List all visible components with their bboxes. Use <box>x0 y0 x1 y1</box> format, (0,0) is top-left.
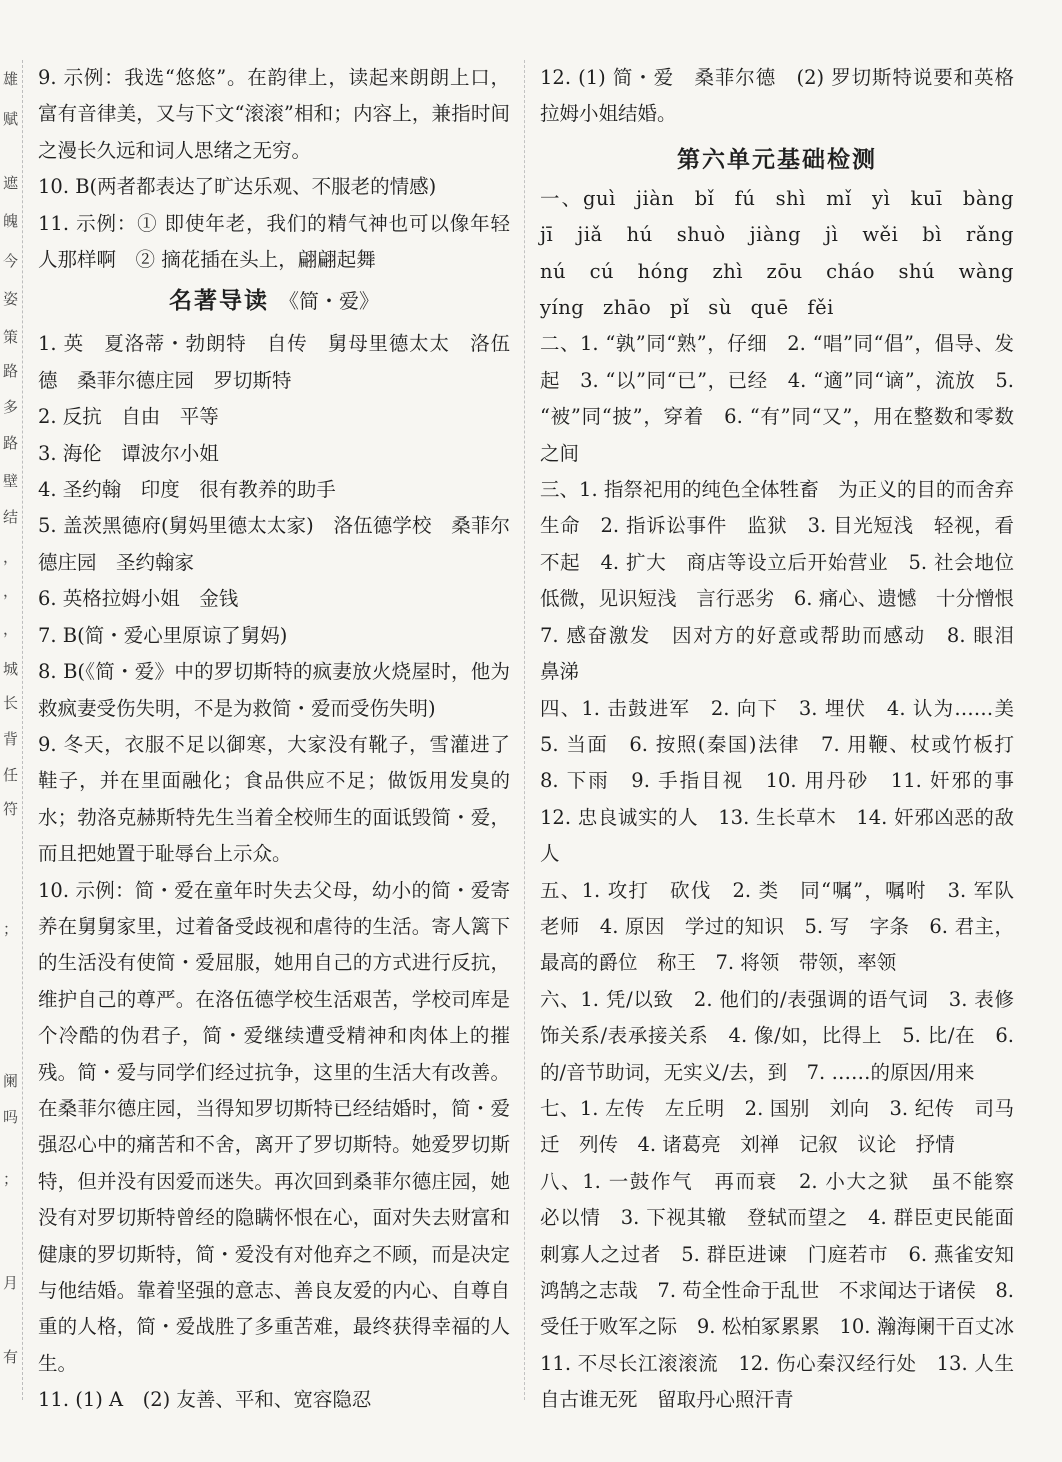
section-pinyin: 一、guì jiàn bǐ fú shì mǐ yì kuī bàng jī jiǎ hú shuò jiàng jì wěi bì rǎng nú cú hóng zhì zōu cháo shú wàng yíng zhāo pǐ sù quē fěi <box>540 186 1014 320</box>
section-answers: 三、1. 指祭祀用的纯色全体牲畜 为正义的目的而舍弃生命 2. 指诉讼事件 监狱 3. 目光短浅 轻视，看不起 4. 扩大 商店等设立后开始营业 5. 社会地位低微，见识短浅 言行恶劣 6. 痛心、遗憾 十分憎恨 7. 感奋激发 因对方的好意或帮助而感动 8. 眼泪 鼻涕 <box>540 478 1034 684</box>
edge-glyph: 赋 <box>3 110 19 128</box>
left-column <box>38 60 510 1419</box>
edge-glyph: 路 <box>3 362 19 380</box>
section-answers: 八、1. 一鼓作气 再而衰 2. 小大之狱 虽不能察 必以情 3. 下视其辙 登轼而望之 4. 群臣吏民能面刺寡人之过者 5. 群臣进谏 门庭若市 6. 燕雀安知鸿鹄之志哉 7. 苟全性命于乱世 不求闻达于诸侯 8. 受任于败军之际 9. 松柏冢累累 10. 瀚海阑干百丈冰 11. 不尽长江滚滚流 12. 伤心秦汉经行处 13. 人生自古谁无死 留取丹心照汗青 <box>540 1169 1034 1412</box>
answer-item: 3. 海伦 谭波尔小姐 <box>38 441 219 465</box>
section-title: 名著导读 <box>169 288 269 315</box>
right-column <box>540 60 1034 1419</box>
edge-glyph: 壁 <box>3 472 19 490</box>
left-edge-fragments <box>0 60 23 1400</box>
edge-glyph: 雄 <box>3 70 19 88</box>
edge-glyph: 背 <box>3 730 19 748</box>
column-divider <box>524 60 525 1400</box>
edge-glyph: ， <box>3 582 19 600</box>
unit-heading: 第六单元基础检测 <box>677 146 877 173</box>
edge-glyph: 城 <box>3 660 19 678</box>
section-answers: 二、1. “孰”同“熟”，仔细 2. “唱”同“倡”，倡导、发起 3. “以”同“已”，已经 4. “適”同“谪”，流放 5. “被”同“披”，穿着 6. “有”同“又”，用在整数和零数之间 <box>540 332 1014 465</box>
answer-item: 10. B(两者都表达了旷达乐观、不服老的情感) <box>38 175 437 199</box>
edge-glyph: 阑 <box>3 1072 19 1090</box>
answer-item: 11. (1) A (2) 友善、平和、宽容隐忍 <box>38 1388 372 1412</box>
answer-item: 11. 示例：① 即使年老，我们的精气神也可以像年轻人那样啊 ② 摘花插在头上，翩翩起舞 <box>38 211 510 272</box>
answer-item: 5. 盖茨黑德府(舅妈里德太太家) 洛伍德学校 桑菲尔德庄园 圣约翰家 <box>38 514 510 574</box>
edge-glyph: 遮 <box>3 174 19 192</box>
edge-glyph: 今 <box>3 252 19 270</box>
section-answers: 六、1. 凭/以致 2. 他们的/表强调的语气词 3. 表修饰关系/表承接关系 4. 像/如，比得上 5. 比/在 6. 的/音节助词，无实义/去，到 7. ……的原因/用来 <box>540 987 1014 1084</box>
edge-glyph: 多 <box>3 398 19 416</box>
section-answers: 七、1. 左传 左丘明 2. 国别 刘向 3. 纪传 司马迁 列传 4. 诸葛亮 刘禅 记叙 议论 抒情 <box>540 1096 1014 1157</box>
edge-glyph: 姿 <box>3 290 19 308</box>
answer-item: 1. 英 夏洛蒂・勃朗特 自传 舅母里德太太 洛伍德 桑菲尔德庄园 罗切斯特 <box>38 332 510 392</box>
edge-glyph: 长 <box>3 694 19 712</box>
answer-item: 12. (1) 简・爱 桑菲尔德 (2) 罗切斯特说要和英格拉姆小姐结婚。 <box>540 66 1014 126</box>
edge-glyph: 路 <box>3 434 19 452</box>
edge-glyph: ； <box>3 1170 19 1188</box>
section-subtitle: 《简・爱》 <box>279 289 379 314</box>
answer-item: 9. 冬天，衣服不足以御寒，大家没有靴子，雪灌进了鞋子，并在里面融化；食品供应不足；做饭用发臭的水；勃洛克赫斯特先生当着全校师生的面诋毁简・爱，而且把她置于耻辱台上示众。 <box>38 732 510 866</box>
edge-glyph: 月 <box>3 1274 19 1292</box>
section-answers: 五、1. 攻打 砍伐 2. 类 同“嘱”，嘱咐 3. 军队 老师 4. 原因 学过的知识 5. 写 字条 6. 君主，最高的爵位 称王 7. 将领 带领，率领 <box>540 878 1034 975</box>
edge-glyph: 吗 <box>3 1108 19 1126</box>
edge-glyph: ， <box>3 620 19 638</box>
answer-item: 4. 圣约翰 印度 很有教养的助手 <box>38 478 336 502</box>
edge-glyph: 符 <box>3 800 19 818</box>
answer-item: 7. B(简・爱心里原谅了舅妈) <box>38 623 288 647</box>
section-answers: 四、1. 击鼓进军 2. 向下 3. 埋伏 4. 认为……美 5. 当面 6. 按照(秦国)法律 7. 用鞭、杖或竹板打 8. 下雨 9. 手指目视 10. 用丹砂 11. 奸邪的事 12. 忠良诚实的人 13. 生长草木 14. 奸邪凶恶的敌人 <box>540 696 1034 866</box>
answer-item: 9. 示例：我选“悠悠”。在韵律上，读起来朗朗上口，富有音律美，又与下文“滚滚”相和；内容上，兼指时间之漫长久远和词人思绪之无穷。 <box>38 66 510 162</box>
edge-glyph: 任 <box>3 766 19 784</box>
edge-glyph: 结 <box>3 508 19 526</box>
edge-glyph: ； <box>3 920 19 938</box>
answer-item: 6. 英格拉姆小姐 金钱 <box>38 587 239 611</box>
answer-item: 8. B(《简・爱》中的罗切斯特的疯妻放火烧屋时，他为救疯妻受伤失明，不是为救简・爱而受伤失明) <box>38 660 510 720</box>
section-heading-classics <box>38 282 510 320</box>
answer-item: 2. 反抗 自由 平等 <box>38 405 219 429</box>
edge-glyph: 有 <box>3 1348 19 1366</box>
edge-glyph: 策 <box>3 328 19 346</box>
edge-glyph: ， <box>3 548 19 566</box>
answer-item: 10. 示例：简・爱在童年时失去父母，幼小的简・爱寄养在舅舅家里，过着备受歧视和虐待的生活。寄人篱下的生活没有使简・爱屈服，她用自己的方式进行反抗，维护自己的尊严。在洛伍德学校生活艰苦，学校司库是个冷酷的伪君子，简・爱继续遭受精神和肉体上的摧残。简・爱与同学们经过抗争，这里的生活大有改善。在桑菲尔德庄园，当得知罗切斯特已经结婚时，简・爱强忍心中的痛苦和不舍，离开了罗切斯特。她爱罗切斯特，但并没有因爱而迷失。再次回到桑菲尔德庄园，她没有对罗切斯特曾经的隐瞒怀恨在心，面对失去财富和健康的罗切斯特，简・爱没有对他弃之不顾，而是决定与他结婚。靠着坚强的意志、善良友爱的内心、自尊自重的人格，简・爱战胜了多重苦难，最终获得幸福的人生。 <box>38 878 510 1375</box>
edge-glyph: 魄 <box>3 212 19 230</box>
